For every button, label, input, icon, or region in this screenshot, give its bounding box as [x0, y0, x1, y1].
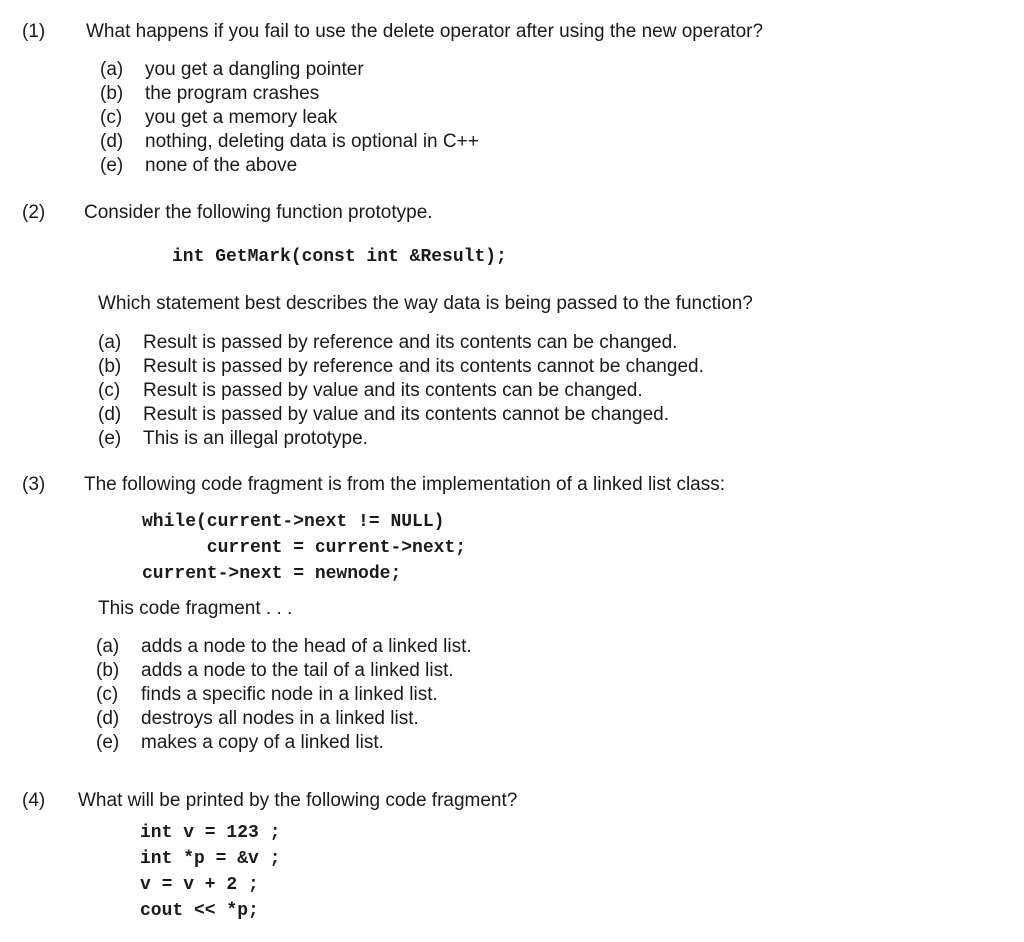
answer-option — [98, 379, 704, 403]
option-text: Result is passed by reference and its contents can be changed. — [143, 332, 678, 353]
question-prompt: Which statement best describes the way data is being passed to the function? — [98, 293, 753, 314]
question-text: The following code fragment is from the implementation of a linked list class: — [84, 474, 726, 495]
option-text: Result is passed by value and its contents can be changed. — [143, 380, 643, 401]
answer-option — [98, 331, 704, 355]
answer-option — [96, 635, 472, 659]
option-label: (a) — [100, 59, 124, 80]
code-line: current = current->next; — [142, 538, 467, 558]
question-number: (1) — [22, 21, 46, 42]
option-label: (c) — [96, 684, 119, 705]
option-text: you get a memory leak — [145, 107, 338, 128]
option-label: (a) — [96, 636, 120, 657]
answer-option — [96, 707, 472, 731]
answer-option — [100, 58, 479, 82]
answer-option — [100, 82, 479, 106]
option-label: (c) — [100, 107, 123, 128]
option-label: (b) — [96, 660, 120, 681]
option-label: (e) — [98, 428, 122, 449]
question-prompt: This code fragment . . . — [98, 598, 293, 619]
question-number: (2) — [22, 202, 46, 223]
option-label: (e) — [100, 155, 124, 176]
answer-options — [100, 58, 479, 178]
answer-option — [100, 154, 479, 178]
option-text: makes a copy of a linked list. — [141, 732, 384, 753]
answer-option — [100, 130, 479, 154]
answer-option — [98, 427, 704, 451]
option-text: nothing, deleting data is optional in C++ — [145, 131, 479, 152]
option-text: adds a node to the tail of a linked list. — [141, 660, 454, 681]
option-label: (d) — [96, 708, 120, 729]
answer-option — [96, 683, 472, 707]
code-line: cout << *p; — [140, 901, 259, 921]
option-text: you get a dangling pointer — [145, 59, 364, 80]
answer-option — [98, 403, 704, 427]
code-line: int *p = &v ; — [140, 849, 281, 869]
option-text: Result is passed by reference and its contents cannot be changed. — [143, 356, 704, 377]
answer-option — [96, 659, 472, 683]
option-text: none of the above — [145, 155, 298, 176]
option-label: (d) — [100, 131, 124, 152]
option-text: destroys all nodes in a linked list. — [141, 708, 419, 729]
option-text: the program crashes — [145, 83, 320, 104]
option-text: adds a node to the head of a linked list. — [141, 636, 472, 657]
question-text: What will be printed by the following code fragment? — [78, 790, 518, 811]
answer-option — [98, 355, 704, 379]
answer-options — [98, 331, 704, 451]
question-text: Consider the following function prototype. — [84, 202, 433, 223]
code-line: current->next = newnode; — [142, 564, 402, 584]
code-line: v = v + 2 ; — [140, 875, 259, 895]
answer-option — [96, 731, 472, 755]
option-label: (a) — [98, 332, 122, 353]
option-label: (e) — [96, 732, 120, 753]
option-text: Result is passed by value and its contents cannot be changed. — [143, 404, 670, 425]
option-text: This is an illegal prototype. — [143, 428, 368, 449]
question-number: (4) — [22, 790, 46, 811]
option-label: (c) — [98, 380, 121, 401]
question-number: (3) — [22, 474, 46, 495]
option-label: (b) — [98, 356, 122, 377]
code-line: while(current->next != NULL) — [142, 512, 445, 532]
question-text: What happens if you fail to use the delete operator after using the new operator? — [86, 21, 764, 42]
code-line: int v = 123 ; — [140, 823, 281, 843]
option-label: (b) — [100, 83, 124, 104]
answer-option — [100, 106, 479, 130]
option-label: (d) — [98, 404, 122, 425]
option-text: finds a specific node in a linked list. — [141, 684, 438, 705]
answer-options — [96, 635, 472, 755]
code-line: int GetMark(const int &Result); — [172, 247, 507, 267]
